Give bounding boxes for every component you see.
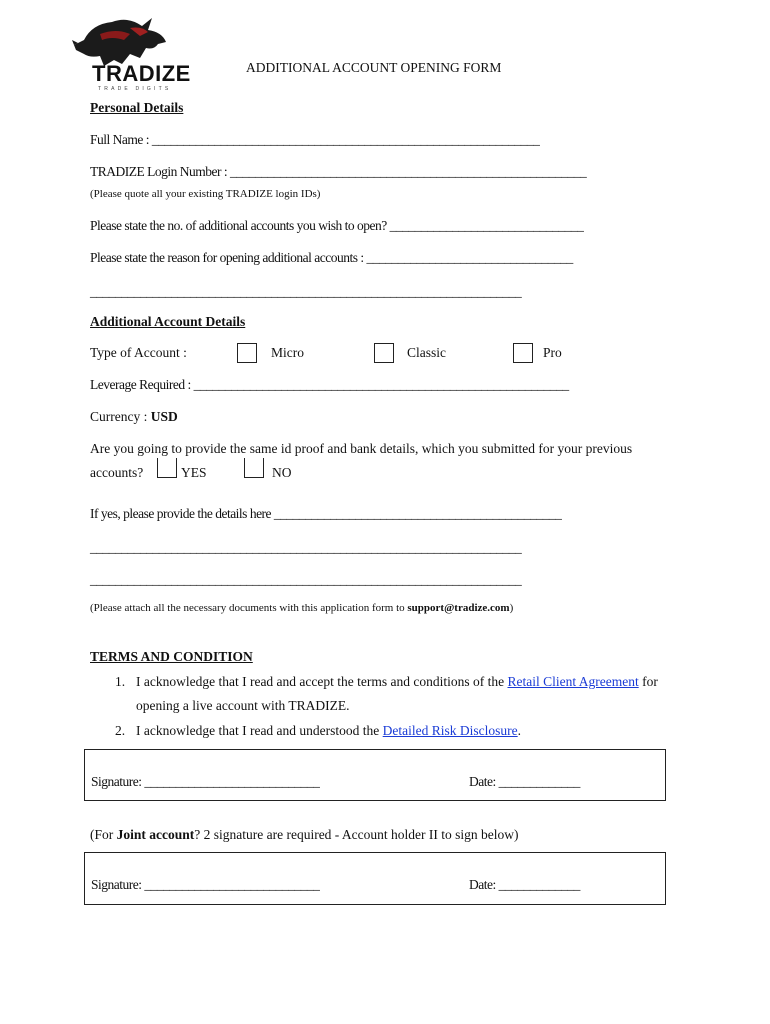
details-field[interactable]: If yes, please provide the details here ______________________________________________ [90, 506, 562, 521]
terms-item-2-num: 2. [115, 723, 126, 738]
full-name-field[interactable]: Full Name : ______________________________________________________________ [90, 132, 540, 147]
micro-label: Micro [271, 345, 304, 360]
terms-item-1-end: for [638, 674, 658, 689]
terms-item-2 [136, 723, 521, 739]
signature-box-1 [84, 749, 666, 801]
terms-item-2-end: . [517, 723, 522, 738]
date-field-2[interactable]: Date: _____________ [469, 877, 580, 892]
classic-label: Classic [407, 345, 446, 360]
login-note: (Please quote all your existing TRADIZE login IDs) [90, 188, 321, 200]
same-details-question: Are you going to provide the same id proof and bank details, which you submitted for your previous [90, 441, 633, 456]
login-number-field[interactable]: TRADIZE Login Number : _________________________________________________________ [90, 164, 587, 179]
terms-item-1 [136, 674, 658, 690]
details-line-2[interactable]: _____________________________________________________________________ [90, 572, 522, 587]
leverage-field[interactable]: Leverage Required : ____________________________________________________________ [90, 377, 569, 392]
yes-label: YES [181, 465, 207, 480]
currency-value: USD [150, 409, 178, 424]
yes-checkbox[interactable] [157, 458, 177, 478]
logo-brand: TRADIZE [92, 61, 191, 86]
no-checkbox[interactable] [244, 458, 264, 478]
risk-disclosure-link[interactable]: Detailed Risk Disclosure [382, 723, 518, 738]
attach-note [90, 602, 513, 614]
terms-item-1-num: 1. [115, 674, 126, 689]
signature-field-1[interactable]: Signature: ____________________________ [91, 774, 320, 789]
joint-note-pre: (For [90, 827, 117, 842]
attach-note-end: ) [509, 602, 514, 614]
additional-accounts-field[interactable]: Please state the no. of additional accounts you wish to open? _______________________________ [90, 218, 584, 233]
pro-checkbox[interactable] [513, 343, 533, 363]
joint-note-post: ? 2 signature are required - Account holder II to sign below) [194, 827, 519, 842]
micro-checkbox[interactable] [237, 343, 257, 363]
support-email: support@tradize.com [407, 602, 510, 614]
personal-details-heading: Personal Details [90, 100, 184, 115]
logo-tagline: TRADE DIGITS [98, 86, 172, 92]
currency-label: Currency : [90, 409, 151, 424]
form-title: ADDITIONAL ACCOUNT OPENING FORM [246, 60, 502, 75]
account-details-heading: Additional Account Details [90, 314, 246, 329]
terms-item-1-cont: opening a live account with TRADIZE. [136, 698, 350, 713]
account-type-label: Type of Account : [90, 345, 187, 360]
same-details-question-cont: accounts? [90, 465, 144, 480]
date-field-1[interactable]: Date: _____________ [469, 774, 580, 789]
reason-field[interactable]: Please state the reason for opening additional accounts : _________________________________ [90, 250, 573, 265]
pro-label: Pro [543, 345, 562, 360]
classic-checkbox[interactable] [374, 343, 394, 363]
retail-client-agreement-link[interactable]: Retail Client Agreement [507, 674, 639, 689]
reason-line[interactable]: _____________________________________________________________________ [90, 284, 522, 299]
terms-item-2-text: I acknowledge that I read and understood the [136, 723, 383, 738]
signature-box-2 [84, 852, 666, 905]
terms-heading: TERMS AND CONDITION [90, 649, 253, 664]
currency-row [90, 409, 178, 425]
terms-item-1-text: I acknowledge that I read and accept the terms and conditions of the [136, 674, 508, 689]
joint-note-bold: Joint account [116, 827, 195, 842]
joint-account-note [90, 827, 519, 843]
signature-field-2[interactable]: Signature: ____________________________ [91, 877, 320, 892]
attach-note-text: (Please attach all the necessary documents with this application form to [90, 602, 408, 614]
tradize-logo [70, 14, 200, 94]
no-label: NO [272, 465, 292, 480]
details-line-1[interactable]: _____________________________________________________________________ [90, 540, 522, 555]
